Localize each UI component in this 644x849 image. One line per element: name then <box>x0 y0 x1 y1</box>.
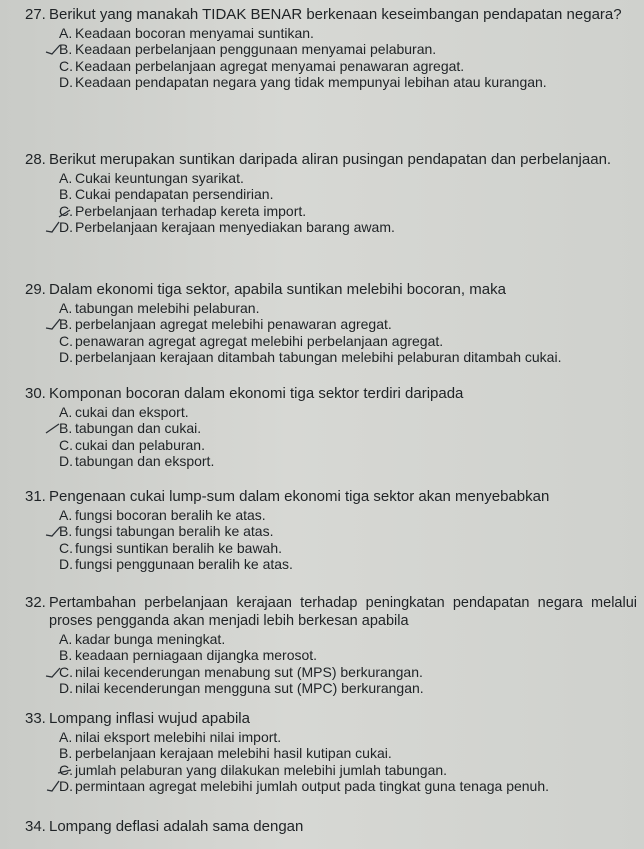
question-number: 27. <box>25 6 46 23</box>
question-stem <box>25 385 637 403</box>
question-31 <box>25 488 637 572</box>
option-letter: A. <box>59 729 73 745</box>
option-letter: A. <box>59 404 73 420</box>
option-letter: D. <box>59 452 73 469</box>
option-text: Keadaan perbelanjaan agregat menyamai penawaran agregat. <box>75 57 465 74</box>
option-text: jumlah pelaburan yang dilakukan melebihi jumlah tabungan. <box>75 761 448 778</box>
question-text: Dalam ekonomi tiga sektor, apabila suntikan melebihi bocoran, maka <box>49 281 506 298</box>
option-list <box>49 25 637 90</box>
option-a[interactable] <box>49 507 637 523</box>
option-text: cukai dan eksport. <box>75 404 189 420</box>
option-letter: A. <box>59 170 73 186</box>
option-text: tabungan dan cukai. <box>75 420 202 437</box>
option-list <box>49 404 637 469</box>
question-stem <box>25 710 637 728</box>
option-a[interactable] <box>49 300 637 316</box>
option-letter: B. <box>59 745 73 762</box>
question-28 <box>25 151 637 235</box>
question-number: 33. <box>25 710 46 727</box>
option-letter: B. <box>59 186 73 203</box>
option-text: Cukai keuntungan syarikat. <box>75 170 244 186</box>
option-letter: D. <box>59 555 73 572</box>
option-c[interactable] <box>49 762 637 778</box>
question-stem <box>25 6 637 24</box>
option-d[interactable] <box>49 453 637 469</box>
question-33 <box>25 710 637 794</box>
option-letter: D. <box>59 73 73 90</box>
option-letter: C. <box>59 202 73 219</box>
option-list <box>49 507 637 572</box>
option-a[interactable] <box>49 729 637 745</box>
option-text: nilai eksport melebihi nilai import. <box>75 729 282 745</box>
question-number: 28. <box>25 151 46 168</box>
option-letter: C. <box>59 57 73 74</box>
option-d[interactable] <box>49 556 637 572</box>
option-text: tabungan dan eksport. <box>75 452 215 469</box>
option-text: permintaan agregat melebihi jumlah output pada tingkat guna tenaga penuh. <box>75 777 550 794</box>
option-letter: C. <box>59 539 73 556</box>
option-text: Keadaan pendapatan negara yang tidak mempunyai lebihan atau kurangan. <box>75 73 547 90</box>
question-text: Lompang inflasi wujud apabila <box>49 710 250 727</box>
option-list <box>49 729 637 794</box>
question-number: 32. <box>25 594 46 611</box>
option-letter: D. <box>59 777 73 794</box>
option-c[interactable] <box>49 540 637 556</box>
option-letter: B. <box>59 316 73 333</box>
question-29 <box>25 281 637 365</box>
option-text: tabungan melebihi pelaburan. <box>75 300 260 316</box>
option-c[interactable] <box>49 333 637 349</box>
option-text: perbelanjaan kerajaan melebihi hasil kutipan cukai. <box>75 745 392 762</box>
option-list <box>49 300 637 365</box>
option-text: Perbelanjaan kerajaan menyediakan barang awam. <box>75 218 395 235</box>
option-list <box>49 631 637 696</box>
option-b[interactable] <box>49 745 637 761</box>
question-text: Lompang deflasi adalah sama dengan <box>49 818 304 835</box>
question-34 <box>25 818 637 836</box>
option-letter: C. <box>59 663 73 680</box>
option-text: Perbelanjaan terhadap kereta import. <box>75 202 307 219</box>
question-text: Berikut merupakan suntikan daripada aliran pusingan pendapatan dan perbelanjaan. <box>49 151 612 168</box>
option-a[interactable] <box>49 404 637 420</box>
option-text: Keadaan bocoran menyamai suntikan. <box>75 25 314 41</box>
option-text: nilai kecenderungan mengguna sut (MPC) berkurangan. <box>75 679 424 696</box>
question-number: 31. <box>25 488 46 505</box>
option-d[interactable] <box>49 778 637 794</box>
option-text: kadar bunga meningkat. <box>75 631 226 647</box>
question-number: 34. <box>25 818 46 835</box>
option-b[interactable] <box>49 316 637 332</box>
option-d[interactable] <box>49 219 637 235</box>
option-a[interactable] <box>49 631 637 647</box>
option-text: fungsi suntikan beralih ke bawah. <box>75 539 283 556</box>
question-text: Komponan bocoran dalam ekonomi tiga sektor terdiri daripada <box>49 385 464 402</box>
option-letter: B. <box>59 420 73 437</box>
question-text: Pertambahan perbelanjaan kerajaan terhadap peningkatan pendapatan negara melalui proses pengganda akan menjadi lebih berkesan apabila <box>49 595 637 629</box>
question-text: Berikut yang manakah TIDAK BENAR berkenaan keseimbangan pendapatan negara? <box>49 6 622 23</box>
option-list <box>49 170 637 235</box>
option-letter: A. <box>59 631 73 647</box>
option-a[interactable] <box>49 25 637 41</box>
option-c[interactable] <box>49 437 637 453</box>
option-d[interactable] <box>49 349 637 365</box>
option-c[interactable] <box>49 664 637 680</box>
question-text: Pengenaan cukai lump-sum dalam ekonomi tiga sektor akan menyebabkan <box>49 488 550 505</box>
option-b[interactable] <box>49 186 637 202</box>
option-letter: C. <box>59 436 73 453</box>
option-text: perbelanjaan agregat melebihi penawaran agregat. <box>75 316 392 333</box>
question-number: 29. <box>25 281 46 298</box>
option-a[interactable] <box>49 170 637 186</box>
question-32 <box>25 594 637 696</box>
option-letter: B. <box>59 41 73 58</box>
question-30 <box>25 385 637 469</box>
option-letter: C. <box>59 332 73 349</box>
option-d[interactable] <box>49 74 637 90</box>
option-b[interactable] <box>49 420 637 436</box>
option-b[interactable] <box>49 647 637 663</box>
option-text: perbelanjaan kerajaan ditambah tabungan melebihi pelaburan ditambah cukai. <box>75 348 562 365</box>
option-letter: A. <box>59 300 73 316</box>
option-letter: C. <box>59 761 73 778</box>
option-letter: B. <box>59 647 73 664</box>
option-letter: D. <box>59 218 73 235</box>
option-d[interactable] <box>49 680 637 696</box>
question-stem <box>25 818 637 836</box>
option-b[interactable] <box>49 523 637 539</box>
option-c[interactable] <box>49 203 637 219</box>
question-stem <box>25 488 637 506</box>
option-text: Cukai pendapatan persendirian. <box>75 186 274 203</box>
option-text: penawaran agregat agregat melebihi perbelanjaan agregat. <box>75 332 444 349</box>
question-number: 30. <box>25 385 46 402</box>
option-text: fungsi penggunaan beralih ke atas. <box>75 555 293 572</box>
option-text: cukai dan pelaburan. <box>75 436 205 453</box>
option-letter: A. <box>59 25 73 41</box>
option-letter: D. <box>59 679 73 696</box>
option-letter: B. <box>59 523 73 540</box>
option-c[interactable] <box>49 58 637 74</box>
question-stem <box>25 151 637 169</box>
question-stem <box>25 281 637 299</box>
option-text: fungsi bocoran beralih ke atas. <box>75 507 266 523</box>
option-b[interactable] <box>49 41 637 57</box>
option-letter: A. <box>59 507 73 523</box>
option-letter: D. <box>59 348 73 365</box>
option-text: fungsi tabungan beralih ke atas. <box>75 523 274 540</box>
option-text: Keadaan perbelanjaan penggunaan menyamai pelaburan. <box>75 41 437 58</box>
question-27 <box>25 6 637 90</box>
option-text: nilai kecenderungan menabung sut (MPS) berkurangan. <box>75 663 423 680</box>
option-text: keadaan perniagaan dijangka merosot. <box>75 647 318 664</box>
question-stem <box>25 594 637 630</box>
